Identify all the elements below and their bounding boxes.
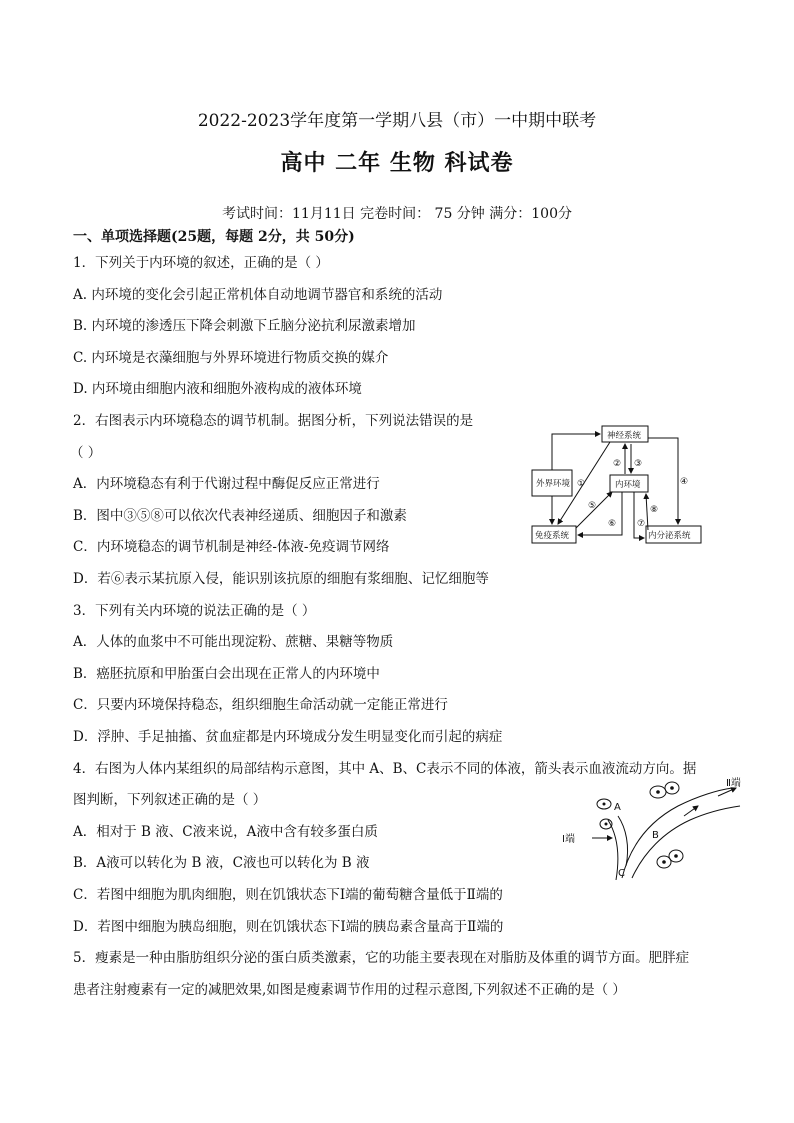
question-1-option-b: B. 内环境的渗透压下降会刺激下丘脑分泌抗利尿激素增加: [73, 318, 416, 334]
end-right-label: Ⅱ端: [726, 778, 741, 789]
question-5-stem-cont: 患者注射瘦素有一定的减肥效果,如图是瘦素调节作用的过程示意图,下列叙述不正确的是（ ）: [73, 982, 626, 998]
question-2-option-c: C．内环境稳态的调节机制是神经-体液-免疫调节网络: [73, 539, 390, 555]
end-left-label: Ⅰ端: [562, 834, 575, 845]
question-1-stem: 1．下列关于内环境的叙述，正确的是（ ）: [73, 255, 329, 271]
question-4-option-c: C．若图中细胞为肌肉细胞，则在饥饿状态下Ⅰ端的葡萄糖含量低于Ⅱ端的: [73, 887, 503, 903]
question-1-option-a: A. 内环境的变化会引起正常机体自动地调节器官和系统的活动: [73, 287, 443, 303]
question-2-option-d: D．若⑥表示某抗原入侵，能识别该抗原的细胞有浆细胞、记忆细胞等: [73, 571, 489, 587]
label-7: ⑦: [637, 519, 646, 529]
question-2-stem-cont: （ ）: [70, 445, 102, 461]
question-4-option-b: B．A液可以转化为 B 液，C液也可以转化为 B 液: [73, 855, 370, 871]
exam-info: 考试时间：11月11日 完卷时间： 75 分钟 满分：100分: [222, 206, 572, 222]
question-5-stem: 5．瘦素是一种由脂肪组织分泌的蛋白质类激素，它的功能主要表现在对脂肪及体重的调节方面。肥胖症: [73, 950, 690, 966]
exam-subtitle: 高中 二年 生物 科试卷: [280, 150, 514, 176]
question-4-option-a: A．相对于 B 液、C液来说，A液中含有较多蛋白质: [73, 824, 378, 840]
question-3-stem: 3．下列有关内环境的说法正确的是（ ）: [73, 603, 316, 619]
question-1-option-d: D. 内环境由细胞内液和细胞外液构成的液体环境: [73, 381, 362, 397]
box-external: 外界环境: [536, 479, 571, 489]
question-3-option-d: D．浮肿、手足抽搐、贫血症都是内环境成分发生明显变化而引起的病症: [73, 729, 503, 745]
label-8: ⑧: [650, 505, 659, 515]
question-3-option-a: A．人体的血浆中不可能出现淀粉、蔗糖、果糖等物质: [73, 634, 394, 650]
tissue-structure-diagram: [560, 776, 750, 880]
question-1-option-c: C. 内环境是衣藻细胞与外界环境进行物质交换的媒介: [73, 350, 389, 366]
question-4-option-d: D．若图中细胞为胰岛细胞，则在饥饿状态下Ⅰ端的胰岛素含量高于Ⅱ端的: [73, 919, 504, 935]
question-2-option-a: A．内环境稳态有利于代谢过程中酶促反应正常进行: [73, 476, 380, 492]
question-3-option-b: B．癌胚抗原和甲胎蛋白会出现在正常人的内环境中: [73, 666, 380, 682]
label-4: ④: [680, 477, 689, 487]
box-internal: 内环境: [615, 480, 641, 490]
question-2-option-b: B．图中③⑤⑧可以依次代表神经递质、细胞因子和激素: [73, 508, 407, 524]
homeostasis-diagram: [528, 424, 708, 552]
question-3-option-c: C．只要内环境保持稳态，组织细胞生命活动就一定能正常进行: [73, 697, 448, 713]
label-c: C: [618, 868, 625, 879]
box-immune: 免疫系统: [535, 531, 570, 541]
section-heading: 一、单项选择题(25题，每题 2分，共 50分): [73, 229, 355, 245]
exam-title: 2022-2023学年度第一学期八县（市）一中期中联考: [197, 111, 597, 131]
label-1: ①: [577, 479, 586, 489]
box-nervous: 神经系统: [607, 431, 642, 441]
box-endocrine: 内分泌系统: [648, 531, 691, 541]
label-3: ③: [634, 459, 643, 469]
label-2: ②: [613, 459, 622, 469]
question-2-stem: 2．右图表示内环境稳态的调节机制。据图分析，下列说法错误的是: [73, 413, 474, 429]
label-5: ⑤: [588, 501, 597, 511]
label-b: B: [652, 830, 659, 841]
label-6: ⑥: [608, 519, 617, 529]
question-4-stem-cont: 图判断，下列叙述正确的是（ ）: [73, 792, 267, 808]
label-a: A: [614, 802, 621, 813]
question-4-stem: 4．右图为人体内某组织的局部结构示意图，其中 A、B、C表示不同的体液，箭头表示血液流动方向。据: [73, 761, 697, 777]
